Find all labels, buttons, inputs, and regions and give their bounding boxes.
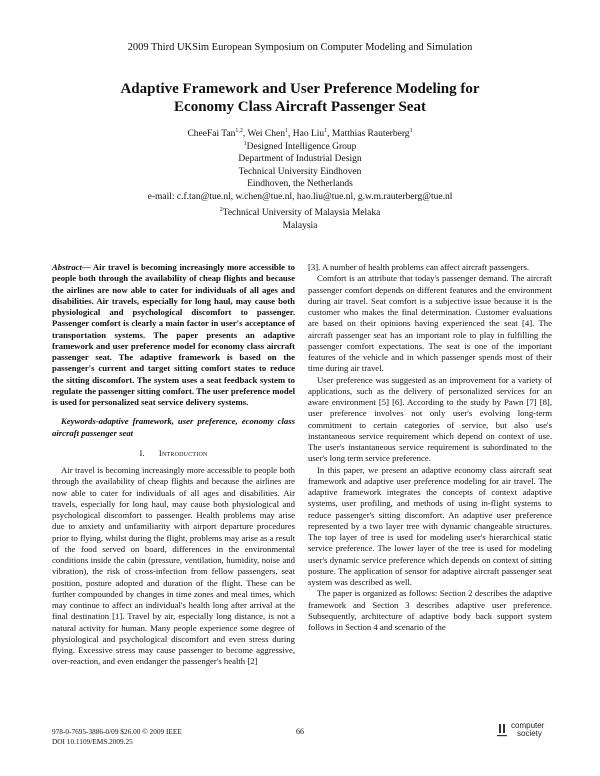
left-column (52, 262, 295, 668)
body-paragraph: Comfort is an attribute that today's passenger demand. The aircraft passenger comfort depends on different features and the environment during air travel. Seat comfort is a subjective issue because it is the customer who makes the final determination. Customer evaluations are based on their opinions having experienced the seat [4]. The aircraft passenger seat has an important role to play in fulfilling the passenger comfort expectations. The seat is one of the important features of the vehicle and in which passenger spends most of their time during air travel. (308, 273, 552, 374)
page-number: 66 (296, 727, 304, 736)
title-line: Economy Class Aircraft Passenger Seat (174, 99, 426, 115)
author-affil-mark: 1 (285, 127, 288, 134)
logo-text: computer society (511, 721, 545, 738)
author-name: Wei Chen (247, 129, 285, 139)
body-paragraph: User preference was suggested as an improvement for a variety of applications, such as the delivery of personalized services for an aware environment [5] [6]. According to the study by Pawn [7] [8], user preference involves not only user's evolving long-term commitment to certain categories of service, but also use's instantaneous service requirement which depend on context of use. The user's instantaneous service requirement is subordinated to the user's long term service preference. (308, 374, 552, 464)
author-block (0, 128, 600, 203)
author-list: CheeFai Tan$^{1,2}$, Wei Chen$^1$, Hao Liu$^1$, Matthias Rauterberg$^1$ (187, 127, 413, 139)
body-paragraph: [3]. A number of health problems can affect aircraft passengers. (308, 262, 530, 272)
author-affil-mark: 1 (324, 127, 328, 134)
affiliation-dept: Department of Industrial Design (238, 154, 362, 164)
paper-title (0, 80, 600, 116)
author-emails: e-mail: c.f.tan@tue.nl, w.chen@tue.nl, hao.liu@tue.nl, g.w.m.rauterberg@tue.nl (147, 191, 453, 202)
section-title: Introduction (158, 447, 208, 458)
body-paragraph: The paper is organized as follows: Section 2 describes the adaptive framework and Section 3 describes adaptive user preference. Subsequently, architecture of adaptive body back support system follows in Section 4 and scenario of the (308, 588, 552, 632)
abstract-label: Abstract (52, 262, 82, 272)
body-paragraph: Air travel is becoming increasingly more accessible to people both through the availability of cheap flights and because the airlines are now able to cater for individuals of all ages and disabilities. Air travels, especially for long haul, may cause both physiological and psychological discomfort to passenger. Health problems may arise due to anxiety and unfamiliarity with airport departure procedures prior to flying, whilst during the flight, problems may arise as a result of the food served on board, differences in the environmental conditions inside the cabin (pressure, ventilation, humidity, noise and vibration), the risk of cross-infection from fellow passengers, seat position, posture adopted and duration of the flight. These can be further compounded by changes in time zones and meal times, which may continue to affect an individual's health long after arrival at the final destination [1]. Travel by air, especially long distance, is not a natural activity for human. Many people experience some degree of physiological and psychological discomfort and even stress during flying. Excessive stress may cause passenger to become aggressive, over-reaction, and even endanger the passenger's health [2] (52, 465, 295, 667)
author-affil-mark: 1,2 (235, 127, 243, 134)
affiliation-2: $^2$Technical University of Malaysia Melaka Malaysia (0, 207, 600, 232)
computer-society-logo (497, 721, 551, 747)
author-name: Hao Liu (292, 129, 325, 139)
affiliation-group: $^1$Designed Intelligence Group (243, 140, 357, 152)
conference-header: 2009 Third UKSim European Symposium on Computer Modeling and Simulation (127, 42, 473, 53)
author-name: CheeFai Tan (187, 129, 236, 139)
keywords: Keywords-adaptive framework, user preference, economy class aircraft passenger seat (52, 416, 295, 438)
body-paragraph: In this paper, we present an adaptive economy class aircraft seat framework and adaptive user preference modeling for air travel. The adaptive framework integrates the concepts of context adaptive systems, user profiling, and methods of using in-flight systems to reduce passenger's sitting discomfort. An adaptive user preference represented by a two layer tree with dynamic changeable structures. The top layer of tree is used for modeling user's hierarchical static service preference. The lower layer of the tree is used for modeling user's dynamic service preference which depends on context of sitting posture. The application of sensor for adaptive aircraft passenger seat system was described as well. (308, 464, 552, 587)
author-affil-mark: 1 (409, 127, 413, 134)
abstract-text: Air travel is becoming increasingly more accessible to people both through the availability of cheap flights and because the airlines are now able to cater for individuals of all ages and disabilities. Air travels, especially for long haul, may cause both physiological and psychological discomfort to passenger. Passenger comfort is clearly a main factor in user's acceptance of transportation systems. The paper presents an adaptive framework and user preference model for economy class aircraft passenger seat. The adaptive framework is based on the passenger's current and target sitting comfort states to reduce the sitting discomfort. The system uses a seat feedback system to regulate the passenger sitting comfort. The user preference model is used for personalized seat service delivery systems. (52, 262, 295, 407)
right-column (308, 262, 552, 633)
computer-society-icon (497, 723, 509, 743)
affiliation-city: Eindhoven, the Netherlands (247, 179, 353, 189)
affiliation-2-univ: Technical University of Malaysia Melaka (222, 208, 381, 218)
footer-isbn: 978-0-7695-3886-0/09 $26.00 © 2009 IEEE (52, 727, 182, 736)
footer-doi: DOI 10.1109/EMS.2009.25 (52, 736, 133, 746)
section-number: I. (139, 447, 145, 458)
abstract: Abstract— Air travel is becoming increasingly more accessible to people both through the availability of cheap flights and because the airlines are now able to cater for individuals of all ages and disabilities. Air travels, especially for long haul, may cause both physiological and psychological discomfort to passenger. Passenger comfort is clearly a main factor in user's acceptance of transportation systems. The paper presents an adaptive framework and user preference model for economy class aircraft passenger seat. The adaptive framework is based on the passenger's current and target sitting comfort states to reduce the sitting discomfort. The system uses a seat feedback system to regulate the passenger sitting comfort. The user preference model is used for personalized seat service delivery systems. (52, 262, 295, 407)
title-line: Adaptive Framework and User Preference Modeling for (120, 81, 480, 97)
section-heading (52, 448, 295, 459)
affiliation-univ: Technical University Eindhoven (238, 166, 362, 177)
author-name: Matthias Rauterberg (331, 129, 410, 139)
affiliation-2-country: Malaysia (282, 220, 318, 231)
